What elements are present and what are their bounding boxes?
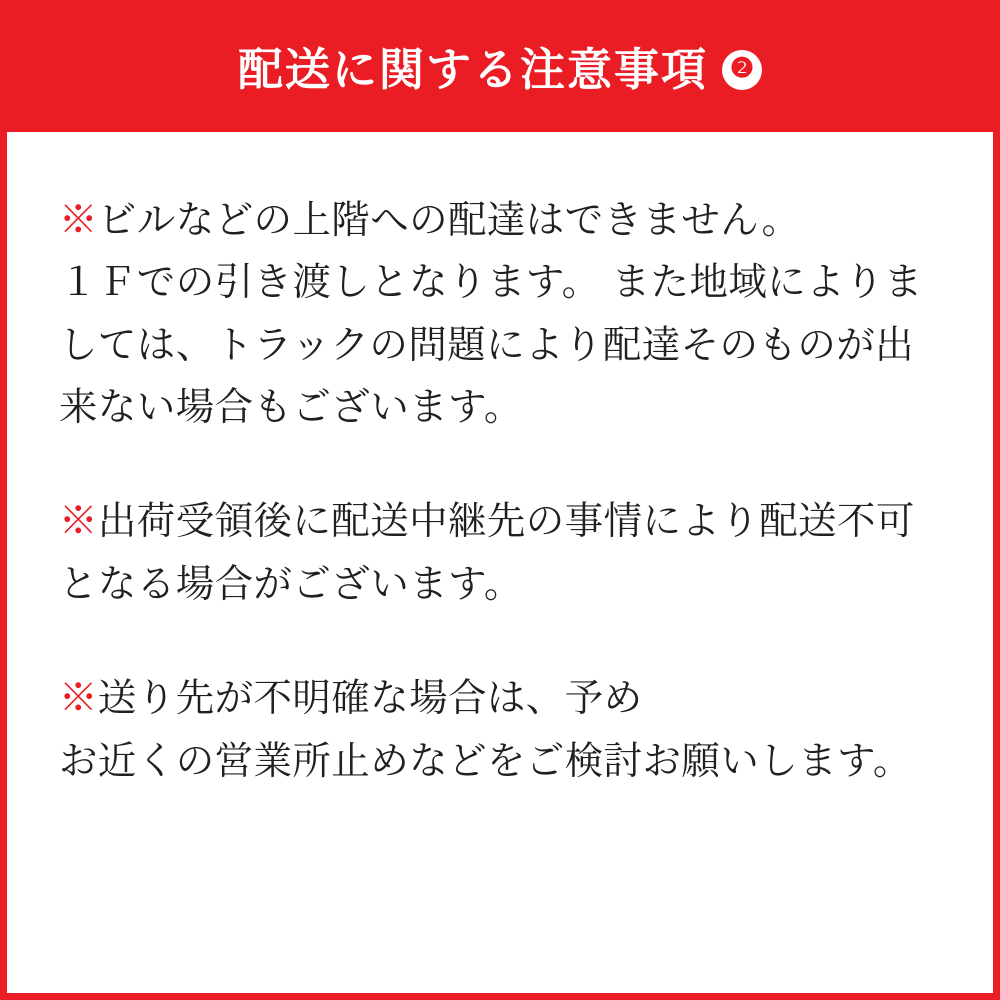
kome-marker-icon: ※ (59, 677, 98, 721)
notice-line: 来ない場合もございます。 (59, 386, 523, 430)
notice-item (59, 190, 941, 439)
notice-line: しては、トラックの問題により配達そのものが出 (59, 323, 915, 367)
kome-marker-icon: ※ (59, 199, 98, 242)
notice-item (59, 491, 941, 616)
notice-line-text: ビルなどの上階への配達はできません。 (97, 199, 801, 242)
notice-line (59, 190, 941, 252)
notice-line-text: 出荷受領後に配送中継先の事情により配送不可 (97, 500, 915, 544)
notice-header (7, 7, 993, 132)
page-title: 配送に関する注意事項 (237, 44, 708, 95)
notice-line: １Ｆでの引き渡しとなります。 また地域によりま (59, 261, 923, 305)
kome-marker-icon: ※ (59, 500, 98, 544)
notice-line-text: 送り先が不明確な場合は、予め (97, 677, 643, 721)
notice-body (7, 132, 993, 993)
notice-line (59, 491, 941, 553)
notice-line (59, 668, 941, 730)
notice-line: となる場合がございます。 (59, 562, 523, 606)
circled-number-two-icon: ❷ (722, 50, 762, 90)
notice-line: お近くの営業所止めなどをご検討お願いします。 (59, 739, 912, 783)
notice-item (59, 668, 941, 793)
